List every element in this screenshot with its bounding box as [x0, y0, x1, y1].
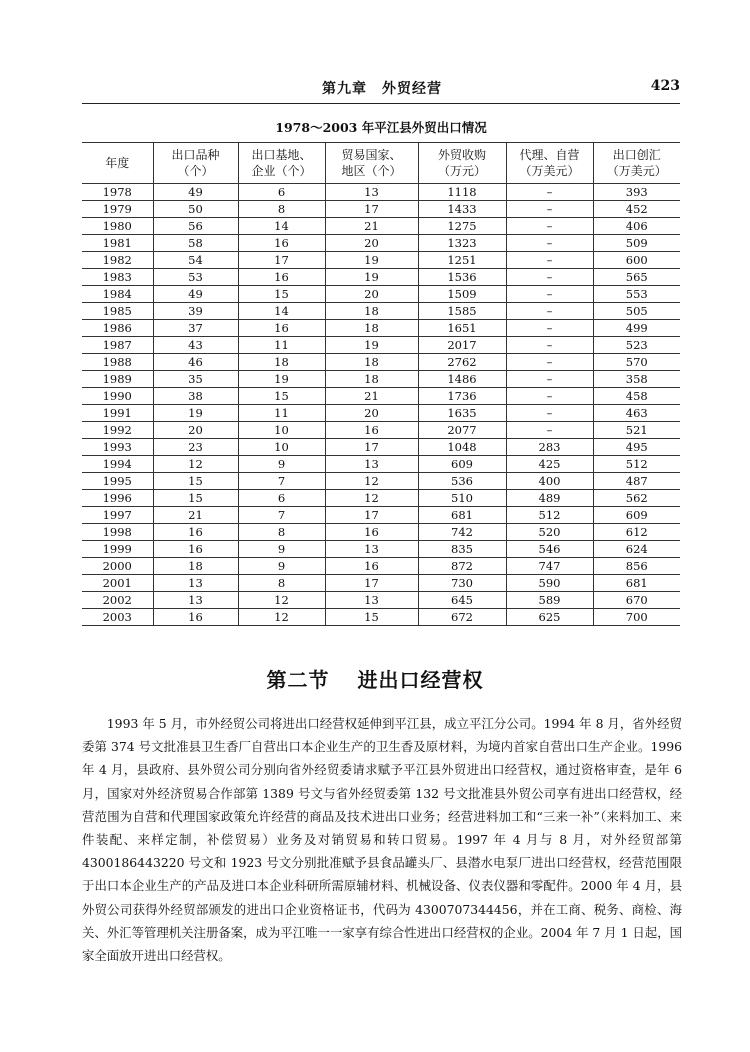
- table-cell: 1984: [82, 286, 153, 303]
- table-row: [82, 354, 680, 371]
- table-cell: 512: [593, 456, 680, 473]
- body-paragraph: 1993 年 5 月，市外经贸公司将进出口经营权延伸到平江县，成立平江分公司。1994 年 8 月，省外经贸委第 374 号文批准县卫生香厂自营出口本企业生产的卫生香及原材料，为境内首家自营出口生产企业。1996 年 4 月，县政府、县外贸公司分别向省外经贸委请求赋予平江县外贸进出口经营权，通过资格审查，是年 6 月，国家对外经济贸易合作部第 1389 号文与省外经贸委第 132 号文批准县外贸公司享有进出口经营权，经营范围为自营和代理国家政策允许经营的商品及技术进出口业务；经营进料加工和“三来一补”（来料加工、来件装配、来样定制，补偿贸易）业务及对销贸易和转口贸易。1997 年 4 月与 8 月，对外经贸部第 4300186443220 号文和 1923 号文分别批准赋予县食品罐头厂、县潜水电泵厂进出口经营权，经营范围限于出口本企业生产的产品及进口本企业科研所需原辅材料、机械设备、仪表仪器和零配件。2000 年 4 月，县外贸公司获得外经贸部颁发的进出口企业资格证书，代码为 4300707344456，并在工商、税务、商检、海关、外汇等管理机关注册备案，成为平江唯一一家享有综合性进出口经营权的企业。2004 年 7 月 1 日起，国家全面放开进出口经营权。: [82, 716, 682, 964]
- table-cell: 20: [325, 235, 418, 252]
- table-cell: 53: [153, 269, 238, 286]
- table-row: [82, 575, 680, 592]
- table-cell: 1536: [418, 269, 506, 286]
- section-heading: [0, 664, 750, 693]
- table-cell: 2077: [418, 422, 506, 439]
- table-cell: –: [506, 422, 593, 439]
- table-cell: 495: [593, 439, 680, 456]
- table-cell: 9: [238, 456, 325, 473]
- table-cell: 16: [153, 541, 238, 558]
- table-cell: 14: [238, 218, 325, 235]
- table-body: [82, 184, 680, 626]
- table-cell: 700: [593, 609, 680, 626]
- table-cell: 35: [153, 371, 238, 388]
- table-cell: 19: [153, 405, 238, 422]
- table-cell: 1998: [82, 524, 153, 541]
- column-header-line: 企业（个）: [251, 164, 312, 178]
- section-number: 第二节: [266, 668, 330, 692]
- table-cell: 10: [238, 439, 325, 456]
- table-row: [82, 320, 680, 337]
- table-cell: 7: [238, 473, 325, 490]
- table-cell: –: [506, 184, 593, 201]
- table-cell: 18: [325, 303, 418, 320]
- table-cell: 1118: [418, 184, 506, 201]
- table-cell: 46: [153, 354, 238, 371]
- table-row: [82, 558, 680, 575]
- table-cell: 2001: [82, 575, 153, 592]
- table-cell: 742: [418, 524, 506, 541]
- column-header: [153, 143, 238, 184]
- column-header-line: （万美元）: [606, 164, 667, 178]
- table-cell: 565: [593, 269, 680, 286]
- export-statistics-table: [82, 142, 680, 626]
- table-cell: 358: [593, 371, 680, 388]
- table-cell: 12: [238, 609, 325, 626]
- table-cell: 1978: [82, 184, 153, 201]
- table-cell: 1433: [418, 201, 506, 218]
- table-cell: 9: [238, 558, 325, 575]
- chapter-title: 第九章 外贸经营: [322, 81, 442, 97]
- table-cell: 609: [418, 456, 506, 473]
- column-header-line: （个）: [177, 164, 214, 178]
- table-cell: 1983: [82, 269, 153, 286]
- table-cell: 562: [593, 490, 680, 507]
- table-cell: 16: [153, 609, 238, 626]
- table-cell: 521: [593, 422, 680, 439]
- table-cell: 2762: [418, 354, 506, 371]
- table-cell: 1986: [82, 320, 153, 337]
- table-row: [82, 490, 680, 507]
- column-header: [325, 143, 418, 184]
- table-cell: 624: [593, 541, 680, 558]
- table-cell: 523: [593, 337, 680, 354]
- table-cell: 19: [238, 371, 325, 388]
- column-header-line: （万美元）: [519, 164, 580, 178]
- column-header-line: （万元）: [437, 164, 486, 178]
- table-row: [82, 456, 680, 473]
- table-cell: 1486: [418, 371, 506, 388]
- table-cell: 1048: [418, 439, 506, 456]
- table-cell: 18: [238, 354, 325, 371]
- table-cell: 15: [153, 473, 238, 490]
- column-header-line: 出口品种: [171, 148, 220, 162]
- table-cell: 39: [153, 303, 238, 320]
- table-cell: 15: [325, 609, 418, 626]
- table-cell: 17: [238, 252, 325, 269]
- table-cell: 670: [593, 592, 680, 609]
- table-cell: 600: [593, 252, 680, 269]
- table-cell: 49: [153, 286, 238, 303]
- table-cell: 1996: [82, 490, 153, 507]
- table-cell: 487: [593, 473, 680, 490]
- table-cell: 18: [325, 354, 418, 371]
- table-cell: 393: [593, 184, 680, 201]
- table-row: [82, 218, 680, 235]
- section-name: 进出口经营权: [357, 668, 484, 692]
- table-cell: 747: [506, 558, 593, 575]
- table-cell: 625: [506, 609, 593, 626]
- column-header-line: 贸易国家、: [341, 148, 402, 162]
- table-cell: 56: [153, 218, 238, 235]
- table-cell: 11: [238, 405, 325, 422]
- table-cell: 12: [153, 456, 238, 473]
- table-cell: 19: [325, 269, 418, 286]
- table-cell: 9: [238, 541, 325, 558]
- table-cell: 406: [593, 218, 680, 235]
- table-row: [82, 184, 680, 201]
- table-cell: 1992: [82, 422, 153, 439]
- table-cell: 536: [418, 473, 506, 490]
- table-cell: 16: [238, 320, 325, 337]
- table-cell: 21: [153, 507, 238, 524]
- table-cell: 21: [325, 388, 418, 405]
- table-cell: 400: [506, 473, 593, 490]
- table-cell: 58: [153, 235, 238, 252]
- table-cell: 13: [325, 541, 418, 558]
- table-cell: 20: [153, 422, 238, 439]
- table-cell: 612: [593, 524, 680, 541]
- table-row: [82, 303, 680, 320]
- table-cell: 1993: [82, 439, 153, 456]
- column-header: [593, 143, 680, 184]
- table-cell: 15: [238, 286, 325, 303]
- column-header: [506, 143, 593, 184]
- table-cell: 681: [593, 575, 680, 592]
- running-header: [82, 78, 680, 100]
- column-header-line: 出口基地、: [251, 148, 312, 162]
- table-cell: 645: [418, 592, 506, 609]
- table-cell: 872: [418, 558, 506, 575]
- table-cell: 18: [325, 320, 418, 337]
- table-cell: 54: [153, 252, 238, 269]
- table-cell: 589: [506, 592, 593, 609]
- table-cell: –: [506, 388, 593, 405]
- table-cell: 452: [593, 201, 680, 218]
- table-row: [82, 524, 680, 541]
- table-cell: 20: [325, 405, 418, 422]
- table-cell: 6: [238, 490, 325, 507]
- column-header: [82, 143, 153, 184]
- table-cell: 1982: [82, 252, 153, 269]
- table-row: [82, 439, 680, 456]
- table-cell: –: [506, 269, 593, 286]
- table-cell: 18: [153, 558, 238, 575]
- table-cell: 16: [238, 235, 325, 252]
- table-cell: 553: [593, 286, 680, 303]
- table-cell: –: [506, 371, 593, 388]
- table-cell: –: [506, 354, 593, 371]
- column-header-line: 地区（个）: [341, 164, 402, 178]
- table-cell: –: [506, 303, 593, 320]
- table-cell: 681: [418, 507, 506, 524]
- table-cell: 16: [238, 269, 325, 286]
- table-cell: 11: [238, 337, 325, 354]
- table-row: [82, 201, 680, 218]
- table-cell: 609: [593, 507, 680, 524]
- table-cell: –: [506, 405, 593, 422]
- table-cell: 1989: [82, 371, 153, 388]
- table-cell: 520: [506, 524, 593, 541]
- table-cell: 512: [506, 507, 593, 524]
- table-cell: 2002: [82, 592, 153, 609]
- table-row: [82, 286, 680, 303]
- table-cell: 10: [238, 422, 325, 439]
- table-cell: 8: [238, 524, 325, 541]
- table-cell: 1994: [82, 456, 153, 473]
- table-cell: 730: [418, 575, 506, 592]
- table-cell: 1995: [82, 473, 153, 490]
- page-number: 423: [650, 78, 680, 94]
- table-cell: 16: [325, 558, 418, 575]
- table-row: [82, 269, 680, 286]
- column-header-line: 年度: [105, 156, 130, 170]
- table-cell: 1990: [82, 388, 153, 405]
- table-cell: 16: [325, 422, 418, 439]
- table-cell: 1985: [82, 303, 153, 320]
- column-header-line: 代理、自营: [519, 148, 580, 162]
- table-row: [82, 473, 680, 490]
- table-row: [82, 371, 680, 388]
- table-cell: 16: [153, 524, 238, 541]
- table-cell: 13: [153, 592, 238, 609]
- table-cell: 590: [506, 575, 593, 592]
- table-cell: 1980: [82, 218, 153, 235]
- table-cell: 1651: [418, 320, 506, 337]
- table-cell: –: [506, 286, 593, 303]
- table-cell: 510: [418, 490, 506, 507]
- column-header: [418, 143, 506, 184]
- table-cell: 463: [593, 405, 680, 422]
- table-cell: 17: [325, 575, 418, 592]
- table-cell: 37: [153, 320, 238, 337]
- table-cell: 1323: [418, 235, 506, 252]
- table-cell: 1635: [418, 405, 506, 422]
- table-row: [82, 592, 680, 609]
- table-cell: 1585: [418, 303, 506, 320]
- table-cell: 1997: [82, 507, 153, 524]
- table-cell: 1991: [82, 405, 153, 422]
- table-cell: 13: [325, 456, 418, 473]
- table-cell: 23: [153, 439, 238, 456]
- table-cell: 1981: [82, 235, 153, 252]
- table-cell: 1251: [418, 252, 506, 269]
- table-cell: 672: [418, 609, 506, 626]
- table-cell: 50: [153, 201, 238, 218]
- table-cell: –: [506, 337, 593, 354]
- table-cell: 1736: [418, 388, 506, 405]
- table-cell: –: [506, 235, 593, 252]
- column-header: [238, 143, 325, 184]
- table-cell: 43: [153, 337, 238, 354]
- table-row: [82, 388, 680, 405]
- table-cell: 20: [325, 286, 418, 303]
- table-cell: 19: [325, 252, 418, 269]
- table-cell: –: [506, 320, 593, 337]
- table-cell: 570: [593, 354, 680, 371]
- table-cell: 2017: [418, 337, 506, 354]
- table-cell: 856: [593, 558, 680, 575]
- table-cell: 17: [325, 201, 418, 218]
- table-cell: 21: [325, 218, 418, 235]
- table-cell: 283: [506, 439, 593, 456]
- table-cell: 49: [153, 184, 238, 201]
- table-cell: 2003: [82, 609, 153, 626]
- table-cell: 38: [153, 388, 238, 405]
- table-cell: 499: [593, 320, 680, 337]
- table-cell: 458: [593, 388, 680, 405]
- table-row: [82, 422, 680, 439]
- table-cell: 835: [418, 541, 506, 558]
- table-row: [82, 541, 680, 558]
- table-cell: 546: [506, 541, 593, 558]
- table-cell: 14: [238, 303, 325, 320]
- table-cell: 2000: [82, 558, 153, 575]
- table-cell: 15: [238, 388, 325, 405]
- table-cell: 13: [325, 592, 418, 609]
- table-row: [82, 507, 680, 524]
- table-cell: 17: [325, 439, 418, 456]
- table-cell: 16: [325, 524, 418, 541]
- table-cell: 15: [153, 490, 238, 507]
- table-cell: –: [506, 252, 593, 269]
- table-row: [82, 609, 680, 626]
- table-cell: 8: [238, 201, 325, 218]
- table-cell: 1988: [82, 354, 153, 371]
- table-row: [82, 235, 680, 252]
- table-cell: 7: [238, 507, 325, 524]
- table-cell: 1509: [418, 286, 506, 303]
- table-row: [82, 252, 680, 269]
- table-cell: 12: [325, 473, 418, 490]
- table-row: [82, 405, 680, 422]
- table-cell: 13: [325, 184, 418, 201]
- table-cell: 1275: [418, 218, 506, 235]
- table-cell: 505: [593, 303, 680, 320]
- column-header-line: 外贸收购: [437, 148, 486, 162]
- table-cell: 6: [238, 184, 325, 201]
- table-cell: 489: [506, 490, 593, 507]
- table-header: [82, 143, 680, 184]
- table-cell: 1999: [82, 541, 153, 558]
- table-cell: 17: [325, 507, 418, 524]
- table-cell: 19: [325, 337, 418, 354]
- table-cell: 18: [325, 371, 418, 388]
- table-cell: –: [506, 218, 593, 235]
- table-cell: 509: [593, 235, 680, 252]
- header-rule: [82, 103, 680, 104]
- table-cell: 425: [506, 456, 593, 473]
- column-header-line: 出口创汇: [612, 148, 661, 162]
- table-title: 1978～2003 年平江县外贸出口情况: [275, 120, 487, 135]
- table-cell: –: [506, 201, 593, 218]
- table-cell: 1987: [82, 337, 153, 354]
- table-row: [82, 337, 680, 354]
- table-cell: 1979: [82, 201, 153, 218]
- table-cell: 12: [325, 490, 418, 507]
- table-cell: 12: [238, 592, 325, 609]
- table-cell: 8: [238, 575, 325, 592]
- table-cell: 13: [153, 575, 238, 592]
